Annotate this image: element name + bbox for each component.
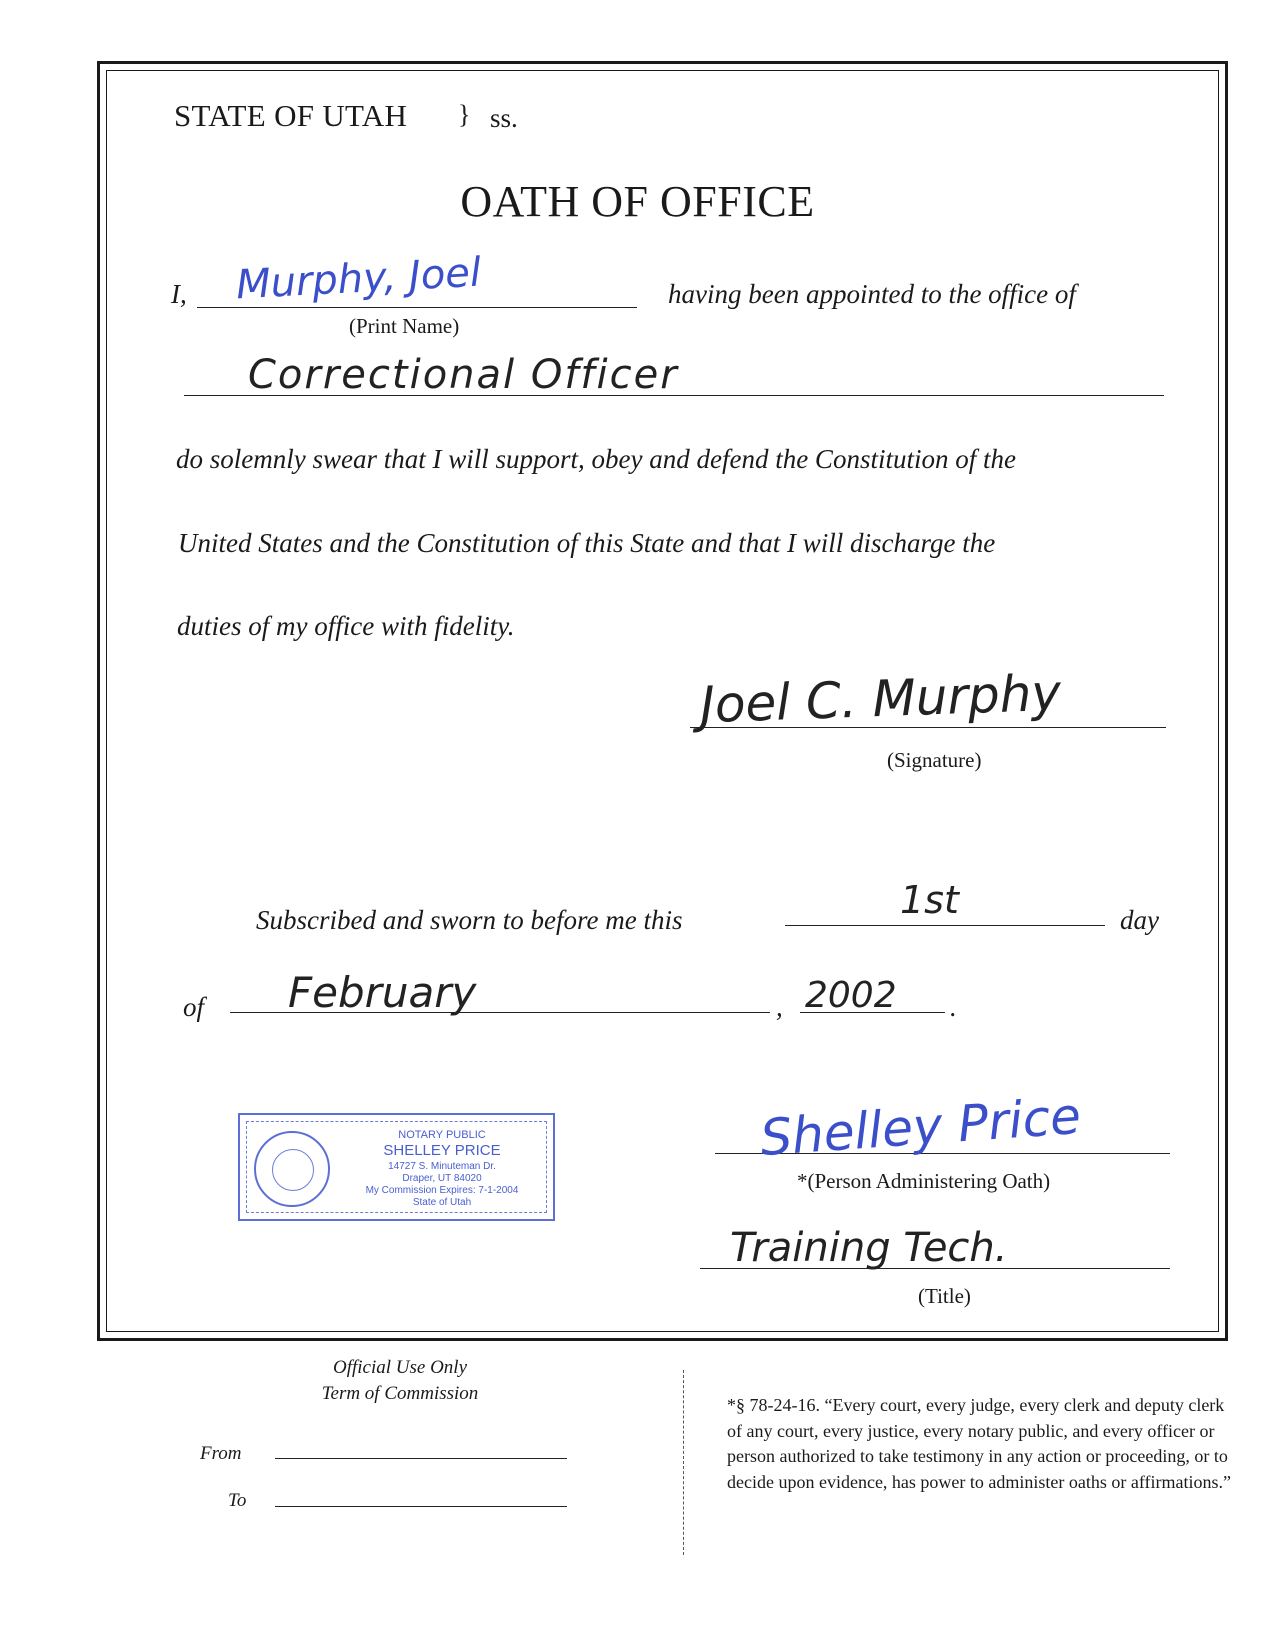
print-name-label: (Print Name) xyxy=(349,314,460,338)
oath-text-line-2: United States and the Constitution of this State and that I will discharge the xyxy=(178,528,996,558)
handwritten-year: 2002 xyxy=(805,975,897,1016)
state-seal-icon xyxy=(254,1131,330,1207)
handwritten-admin-title: Training Tech. xyxy=(730,1225,1008,1271)
to-line xyxy=(275,1506,567,1507)
stamp-line-6: State of Utah xyxy=(412,1197,472,1208)
from-line xyxy=(275,1458,567,1459)
scilicet-abbrev: ss. xyxy=(490,103,518,133)
term-of-commission-heading: Term of Commission xyxy=(321,1383,479,1404)
oath-pronoun: I, xyxy=(171,279,187,309)
state-brace: } xyxy=(458,100,471,129)
handwritten-office: Correctional Officer xyxy=(248,352,679,398)
stamp-line-5: My Commission Expires: 7-1-2004 xyxy=(365,1185,519,1196)
handwritten-signature: Joel C. Murphy xyxy=(699,663,1062,735)
state-heading: STATE OF UTAH xyxy=(174,98,408,133)
oath-text-line-1: do solemnly swear that I will support, obey and defend the Constitution of the xyxy=(176,444,1016,474)
handwritten-name: Murphy, Joel xyxy=(234,249,483,309)
stamp-line-1: NOTARY PUBLIC xyxy=(398,1129,486,1141)
day-line xyxy=(785,925,1105,926)
handwritten-day: 1st xyxy=(900,878,959,922)
day-word: day xyxy=(1120,905,1159,935)
subscribed-text: Subscribed and sworn to before me this xyxy=(256,905,683,935)
name-line xyxy=(197,307,637,308)
signature-label: (Signature) xyxy=(887,748,982,772)
date-comma: , xyxy=(776,992,783,1022)
oath-text-line-3: duties of my office with fidelity. xyxy=(177,611,515,641)
official-use-heading: Official Use Only xyxy=(332,1357,468,1378)
administrator-signature: Shelley Price xyxy=(758,1086,1083,1168)
notary-stamp xyxy=(238,1113,555,1221)
stamp-line-3: 14727 S. Minuteman Dr. xyxy=(388,1161,496,1172)
administrator-label: *(Person Administering Oath) xyxy=(797,1169,1051,1193)
title-label: (Title) xyxy=(918,1284,971,1308)
appointed-text: having been appointed to the office of xyxy=(668,279,1076,309)
stamp-line-4: Draper, UT 84020 xyxy=(402,1173,482,1184)
from-label: From xyxy=(200,1443,242,1464)
document-title: OATH OF OFFICE xyxy=(460,177,815,226)
stamp-line-2: SHELLEY PRICE xyxy=(383,1142,501,1159)
statute-note: *§ 78-24-16. “Every court, every judge, every clerk and deputy clerk of any court, every justice, every notary public, and every officer or person authorized to take testimony in any action or proceeding, or to decide upon evidence, has power to administer oaths or affirmations.” xyxy=(727,1395,1232,1492)
to-label: To xyxy=(228,1490,247,1511)
date-period: . xyxy=(950,992,957,1022)
of-word: of xyxy=(183,992,205,1022)
footer-divider xyxy=(683,1370,684,1555)
handwritten-month: February xyxy=(288,968,477,1017)
